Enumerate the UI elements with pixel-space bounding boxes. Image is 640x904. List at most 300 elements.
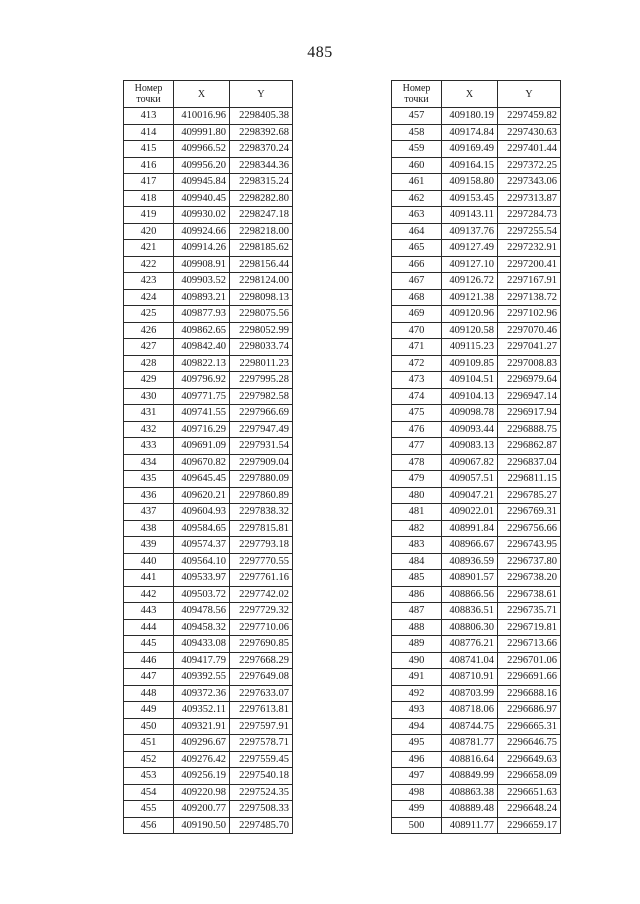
- x-coordinate-cell: 409771.75: [174, 388, 230, 405]
- x-coordinate-cell: 409930.02: [174, 207, 230, 224]
- x-coordinate-cell: 408703.99: [442, 685, 498, 702]
- y-coordinate-cell: 2297613.81: [230, 702, 293, 719]
- y-coordinate-cell: 2296862.87: [498, 438, 561, 455]
- y-coordinate-cell: 2296649.63: [498, 751, 561, 768]
- x-coordinate-cell: 409220.98: [174, 784, 230, 801]
- point-number-cell: 489: [392, 636, 442, 653]
- point-number-cell: 471: [392, 339, 442, 356]
- table-row: [124, 273, 293, 290]
- point-number-cell: 419: [124, 207, 174, 224]
- table-row: [392, 207, 561, 224]
- x-coordinate-cell: 409153.45: [442, 190, 498, 207]
- y-coordinate-cell: 2297255.54: [498, 223, 561, 240]
- table-row: [392, 586, 561, 603]
- point-number-cell: 476: [392, 421, 442, 438]
- table-row: [392, 570, 561, 587]
- x-coordinate-cell: 409180.19: [442, 108, 498, 125]
- y-coordinate-cell: 2297742.02: [230, 586, 293, 603]
- table-row: [392, 751, 561, 768]
- point-number-cell: 484: [392, 553, 442, 570]
- x-coordinate-cell: 408776.21: [442, 636, 498, 653]
- table-row: [124, 520, 293, 537]
- point-number-cell: 429: [124, 372, 174, 389]
- point-number-cell: 450: [124, 718, 174, 735]
- point-number-cell: 487: [392, 603, 442, 620]
- point-number-cell: 485: [392, 570, 442, 587]
- table-row: [124, 124, 293, 141]
- table-row: [392, 124, 561, 141]
- table-row: [392, 339, 561, 356]
- table-row: [392, 504, 561, 521]
- table-row: [124, 289, 293, 306]
- x-coordinate-cell: 409083.13: [442, 438, 498, 455]
- table-row: [392, 240, 561, 257]
- table-row: [392, 174, 561, 191]
- y-coordinate-cell: 2297559.45: [230, 751, 293, 768]
- point-number-cell: 439: [124, 537, 174, 554]
- x-coordinate-cell: 409822.13: [174, 355, 230, 372]
- point-number-cell: 497: [392, 768, 442, 785]
- x-coordinate-cell: 408816.64: [442, 751, 498, 768]
- x-coordinate-cell: 409121.38: [442, 289, 498, 306]
- x-coordinate-cell: 409914.26: [174, 240, 230, 257]
- table-row: [124, 718, 293, 735]
- y-coordinate-cell: 2297200.41: [498, 256, 561, 273]
- table-row: [392, 619, 561, 636]
- y-coordinate-cell: 2298315.24: [230, 174, 293, 191]
- y-coordinate-cell: 2297284.73: [498, 207, 561, 224]
- y-coordinate-cell: 2297508.33: [230, 801, 293, 818]
- table-row: [392, 702, 561, 719]
- table-row: [392, 553, 561, 570]
- point-number-cell: 467: [392, 273, 442, 290]
- point-number-cell: 470: [392, 322, 442, 339]
- x-coordinate-cell: 409047.21: [442, 487, 498, 504]
- header-x: X: [174, 81, 230, 108]
- y-coordinate-cell: 2298405.38: [230, 108, 293, 125]
- x-coordinate-cell: 409584.65: [174, 520, 230, 537]
- x-coordinate-cell: 408718.06: [442, 702, 498, 719]
- y-coordinate-cell: 2296713.66: [498, 636, 561, 653]
- table-row: [124, 388, 293, 405]
- table-row: [124, 619, 293, 636]
- x-coordinate-cell: 409604.93: [174, 504, 230, 521]
- y-coordinate-cell: 2296743.95: [498, 537, 561, 554]
- point-number-cell: 491: [392, 669, 442, 686]
- y-coordinate-cell: 2297524.35: [230, 784, 293, 801]
- y-coordinate-cell: 2297931.54: [230, 438, 293, 455]
- table-row: [392, 768, 561, 785]
- x-coordinate-cell: 409458.32: [174, 619, 230, 636]
- x-coordinate-cell: 409164.15: [442, 157, 498, 174]
- point-number-cell: 435: [124, 471, 174, 488]
- point-number-cell: 413: [124, 108, 174, 125]
- point-number-cell: 456: [124, 817, 174, 834]
- y-coordinate-cell: 2296888.75: [498, 421, 561, 438]
- table-row: [392, 273, 561, 290]
- y-coordinate-cell: 2297761.16: [230, 570, 293, 587]
- table-row: [124, 421, 293, 438]
- y-coordinate-cell: 2297770.55: [230, 553, 293, 570]
- point-number-cell: 486: [392, 586, 442, 603]
- point-number-cell: 482: [392, 520, 442, 537]
- point-number-cell: 469: [392, 306, 442, 323]
- x-coordinate-cell: 408863.38: [442, 784, 498, 801]
- point-number-cell: 420: [124, 223, 174, 240]
- y-coordinate-cell: 2297597.91: [230, 718, 293, 735]
- y-coordinate-cell: 2297578.71: [230, 735, 293, 752]
- point-number-cell: 463: [392, 207, 442, 224]
- point-number-cell: 477: [392, 438, 442, 455]
- table-row: [392, 735, 561, 752]
- coordinates-table-right: [391, 80, 561, 834]
- y-coordinate-cell: 2296738.20: [498, 570, 561, 587]
- table-row: [392, 718, 561, 735]
- x-coordinate-cell: 409574.37: [174, 537, 230, 554]
- table-row: [124, 817, 293, 834]
- table-row: [392, 256, 561, 273]
- y-coordinate-cell: 2297102.96: [498, 306, 561, 323]
- point-number-cell: 499: [392, 801, 442, 818]
- x-coordinate-cell: 409691.09: [174, 438, 230, 455]
- table-row: [392, 636, 561, 653]
- y-coordinate-cell: 2298370.24: [230, 141, 293, 158]
- point-number-cell: 465: [392, 240, 442, 257]
- x-coordinate-cell: 409109.85: [442, 355, 498, 372]
- table-row: [392, 223, 561, 240]
- point-number-cell: 448: [124, 685, 174, 702]
- point-number-cell: 494: [392, 718, 442, 735]
- point-number-cell: 457: [392, 108, 442, 125]
- y-coordinate-cell: 2297793.18: [230, 537, 293, 554]
- x-coordinate-cell: 409057.51: [442, 471, 498, 488]
- point-number-cell: 500: [392, 817, 442, 834]
- x-coordinate-cell: 409190.50: [174, 817, 230, 834]
- y-coordinate-cell: 2296917.94: [498, 405, 561, 422]
- point-number-cell: 414: [124, 124, 174, 141]
- table-row: [124, 801, 293, 818]
- y-coordinate-cell: 2297860.89: [230, 487, 293, 504]
- y-coordinate-cell: 2296785.27: [498, 487, 561, 504]
- table-row: [124, 223, 293, 240]
- table-row: [392, 487, 561, 504]
- x-coordinate-cell: 409174.84: [442, 124, 498, 141]
- table-row: [124, 471, 293, 488]
- point-number-cell: 466: [392, 256, 442, 273]
- table-row: [124, 751, 293, 768]
- table-row: [392, 322, 561, 339]
- table-row: [124, 174, 293, 191]
- point-number-cell: 421: [124, 240, 174, 257]
- table-row: [124, 636, 293, 653]
- y-coordinate-cell: 2297313.87: [498, 190, 561, 207]
- y-coordinate-cell: 2296665.31: [498, 718, 561, 735]
- x-coordinate-cell: 409392.55: [174, 669, 230, 686]
- y-coordinate-cell: 2296737.80: [498, 553, 561, 570]
- y-coordinate-cell: 2297633.07: [230, 685, 293, 702]
- table-row: [124, 240, 293, 257]
- y-coordinate-cell: 2296769.31: [498, 504, 561, 521]
- x-coordinate-cell: 408836.51: [442, 603, 498, 620]
- x-coordinate-cell: 409093.44: [442, 421, 498, 438]
- point-number-cell: 434: [124, 454, 174, 471]
- point-number-cell: 437: [124, 504, 174, 521]
- table-row: [392, 471, 561, 488]
- x-coordinate-cell: 409126.72: [442, 273, 498, 290]
- table-row: [392, 603, 561, 620]
- point-number-cell: 444: [124, 619, 174, 636]
- point-number-cell: 493: [392, 702, 442, 719]
- y-coordinate-cell: 2297138.72: [498, 289, 561, 306]
- point-number-cell: 430: [124, 388, 174, 405]
- y-coordinate-cell: 2297540.18: [230, 768, 293, 785]
- point-number-cell: 441: [124, 570, 174, 587]
- point-number-cell: 449: [124, 702, 174, 719]
- x-coordinate-cell: 409137.76: [442, 223, 498, 240]
- x-coordinate-cell: 409352.11: [174, 702, 230, 719]
- table-row: [124, 306, 293, 323]
- y-coordinate-cell: 2296735.71: [498, 603, 561, 620]
- point-number-cell: 472: [392, 355, 442, 372]
- x-coordinate-cell: 409127.49: [442, 240, 498, 257]
- y-coordinate-cell: 2296701.06: [498, 652, 561, 669]
- table-header-row: [124, 81, 293, 108]
- x-coordinate-cell: 409945.84: [174, 174, 230, 191]
- table-row: [392, 685, 561, 702]
- y-coordinate-cell: 2297343.06: [498, 174, 561, 191]
- x-coordinate-cell: 408849.99: [442, 768, 498, 785]
- table-row: [392, 157, 561, 174]
- y-coordinate-cell: 2297008.83: [498, 355, 561, 372]
- header-x: X: [442, 81, 498, 108]
- table-row: [392, 784, 561, 801]
- table-row: [124, 256, 293, 273]
- x-coordinate-cell: 409620.21: [174, 487, 230, 504]
- table-row: [124, 768, 293, 785]
- table-body-left: [124, 108, 293, 834]
- table-row: [392, 537, 561, 554]
- y-coordinate-cell: 2297430.63: [498, 124, 561, 141]
- point-number-cell: 488: [392, 619, 442, 636]
- table-row: [124, 108, 293, 125]
- point-number-cell: 460: [392, 157, 442, 174]
- y-coordinate-cell: 2296837.04: [498, 454, 561, 471]
- table-row: [124, 322, 293, 339]
- point-number-cell: 496: [392, 751, 442, 768]
- x-coordinate-cell: 410016.96: [174, 108, 230, 125]
- point-number-cell: 492: [392, 685, 442, 702]
- x-coordinate-cell: 409966.52: [174, 141, 230, 158]
- point-number-cell: 475: [392, 405, 442, 422]
- y-coordinate-cell: 2298156.44: [230, 256, 293, 273]
- x-coordinate-cell: 408966.67: [442, 537, 498, 554]
- x-coordinate-cell: 409104.51: [442, 372, 498, 389]
- x-coordinate-cell: 409645.45: [174, 471, 230, 488]
- x-coordinate-cell: 409877.93: [174, 306, 230, 323]
- y-coordinate-cell: 2296686.97: [498, 702, 561, 719]
- point-number-cell: 432: [124, 421, 174, 438]
- x-coordinate-cell: 409564.10: [174, 553, 230, 570]
- table-row: [124, 141, 293, 158]
- x-coordinate-cell: 409991.80: [174, 124, 230, 141]
- y-coordinate-cell: 2297070.46: [498, 322, 561, 339]
- point-number-cell: 480: [392, 487, 442, 504]
- y-coordinate-cell: 2297232.91: [498, 240, 561, 257]
- point-number-cell: 464: [392, 223, 442, 240]
- x-coordinate-cell: 408911.77: [442, 817, 498, 834]
- coordinates-table-left: [123, 80, 293, 834]
- point-number-cell: 468: [392, 289, 442, 306]
- x-coordinate-cell: 409417.79: [174, 652, 230, 669]
- x-coordinate-cell: 408866.56: [442, 586, 498, 603]
- table-row: [392, 520, 561, 537]
- point-number-cell: 458: [392, 124, 442, 141]
- table-row: [392, 141, 561, 158]
- y-coordinate-cell: 2298218.00: [230, 223, 293, 240]
- y-coordinate-cell: 2297880.09: [230, 471, 293, 488]
- point-number-cell: 452: [124, 751, 174, 768]
- x-coordinate-cell: 409143.11: [442, 207, 498, 224]
- y-coordinate-cell: 2297909.04: [230, 454, 293, 471]
- y-coordinate-cell: 2298247.18: [230, 207, 293, 224]
- y-coordinate-cell: 2298392.68: [230, 124, 293, 141]
- point-number-cell: 422: [124, 256, 174, 273]
- table-row: [124, 454, 293, 471]
- x-coordinate-cell: 409893.21: [174, 289, 230, 306]
- table-row: [392, 306, 561, 323]
- y-coordinate-cell: 2296658.09: [498, 768, 561, 785]
- y-coordinate-cell: 2296811.15: [498, 471, 561, 488]
- x-coordinate-cell: 409296.67: [174, 735, 230, 752]
- table-row: [124, 339, 293, 356]
- point-number-cell: 426: [124, 322, 174, 339]
- x-coordinate-cell: 408901.57: [442, 570, 498, 587]
- table-row: [392, 801, 561, 818]
- y-coordinate-cell: 2297729.32: [230, 603, 293, 620]
- x-coordinate-cell: 409098.78: [442, 405, 498, 422]
- point-number-cell: 490: [392, 652, 442, 669]
- x-coordinate-cell: 409956.20: [174, 157, 230, 174]
- x-coordinate-cell: 409503.72: [174, 586, 230, 603]
- table-row: [124, 586, 293, 603]
- page-number: 485: [307, 44, 333, 61]
- header-y: Y: [230, 81, 293, 108]
- table-row: [124, 669, 293, 686]
- x-coordinate-cell: 409115.23: [442, 339, 498, 356]
- x-coordinate-cell: 409903.52: [174, 273, 230, 290]
- point-number-cell: 417: [124, 174, 174, 191]
- x-coordinate-cell: 409067.82: [442, 454, 498, 471]
- y-coordinate-cell: 2297649.08: [230, 669, 293, 686]
- table-row: [392, 669, 561, 686]
- table-row: [124, 405, 293, 422]
- y-coordinate-cell: 2297815.81: [230, 520, 293, 537]
- x-coordinate-cell: 408889.48: [442, 801, 498, 818]
- point-number-cell: 425: [124, 306, 174, 323]
- y-coordinate-cell: 2296947.14: [498, 388, 561, 405]
- x-coordinate-cell: 408744.75: [442, 718, 498, 735]
- x-coordinate-cell: 409104.13: [442, 388, 498, 405]
- y-coordinate-cell: 2296979.64: [498, 372, 561, 389]
- x-coordinate-cell: 409256.19: [174, 768, 230, 785]
- y-coordinate-cell: 2297995.28: [230, 372, 293, 389]
- x-coordinate-cell: 409158.80: [442, 174, 498, 191]
- x-coordinate-cell: 408710.91: [442, 669, 498, 686]
- y-coordinate-cell: 2297372.25: [498, 157, 561, 174]
- x-coordinate-cell: 409924.66: [174, 223, 230, 240]
- point-number-cell: 462: [392, 190, 442, 207]
- table-row: [392, 108, 561, 125]
- point-number-cell: 473: [392, 372, 442, 389]
- point-number-cell: 454: [124, 784, 174, 801]
- x-coordinate-cell: 408991.84: [442, 520, 498, 537]
- x-coordinate-cell: 409372.36: [174, 685, 230, 702]
- point-number-cell: 453: [124, 768, 174, 785]
- point-number-cell: 446: [124, 652, 174, 669]
- y-coordinate-cell: 2296659.17: [498, 817, 561, 834]
- x-coordinate-cell: 409908.91: [174, 256, 230, 273]
- y-coordinate-cell: 2297401.44: [498, 141, 561, 158]
- x-coordinate-cell: 409862.65: [174, 322, 230, 339]
- point-number-cell: 438: [124, 520, 174, 537]
- y-coordinate-cell: 2296691.66: [498, 669, 561, 686]
- y-coordinate-cell: 2296688.16: [498, 685, 561, 702]
- table-row: [124, 157, 293, 174]
- table-row: [392, 355, 561, 372]
- x-coordinate-cell: 409120.96: [442, 306, 498, 323]
- point-number-cell: 445: [124, 636, 174, 653]
- table-row: [124, 784, 293, 801]
- point-number-cell: 483: [392, 537, 442, 554]
- table-row: [392, 817, 561, 834]
- table-row: [124, 438, 293, 455]
- y-coordinate-cell: 2297668.29: [230, 652, 293, 669]
- point-number-cell: 495: [392, 735, 442, 752]
- y-coordinate-cell: 2298033.74: [230, 339, 293, 356]
- table-row: [124, 207, 293, 224]
- table-row: [392, 190, 561, 207]
- point-number-cell: 481: [392, 504, 442, 521]
- table-row: [124, 570, 293, 587]
- table-row: [124, 190, 293, 207]
- x-coordinate-cell: 409741.55: [174, 405, 230, 422]
- table-row: [392, 289, 561, 306]
- table-row: [124, 702, 293, 719]
- x-coordinate-cell: 409321.91: [174, 718, 230, 735]
- y-coordinate-cell: 2296648.24: [498, 801, 561, 818]
- point-number-cell: 424: [124, 289, 174, 306]
- point-number-cell: 498: [392, 784, 442, 801]
- y-coordinate-cell: 2297966.69: [230, 405, 293, 422]
- y-coordinate-cell: 2297690.85: [230, 636, 293, 653]
- x-coordinate-cell: 408806.30: [442, 619, 498, 636]
- point-number-cell: 451: [124, 735, 174, 752]
- table-row: [124, 537, 293, 554]
- x-coordinate-cell: 409940.45: [174, 190, 230, 207]
- point-number-cell: 416: [124, 157, 174, 174]
- table-row: [124, 553, 293, 570]
- point-number-cell: 423: [124, 273, 174, 290]
- point-number-cell: 459: [392, 141, 442, 158]
- y-coordinate-cell: 2298098.13: [230, 289, 293, 306]
- y-coordinate-cell: 2298282.80: [230, 190, 293, 207]
- y-coordinate-cell: 2298344.36: [230, 157, 293, 174]
- x-coordinate-cell: 408781.77: [442, 735, 498, 752]
- table-body-right: [392, 108, 561, 834]
- x-coordinate-cell: 409276.42: [174, 751, 230, 768]
- x-coordinate-cell: 409433.08: [174, 636, 230, 653]
- point-number-cell: 443: [124, 603, 174, 620]
